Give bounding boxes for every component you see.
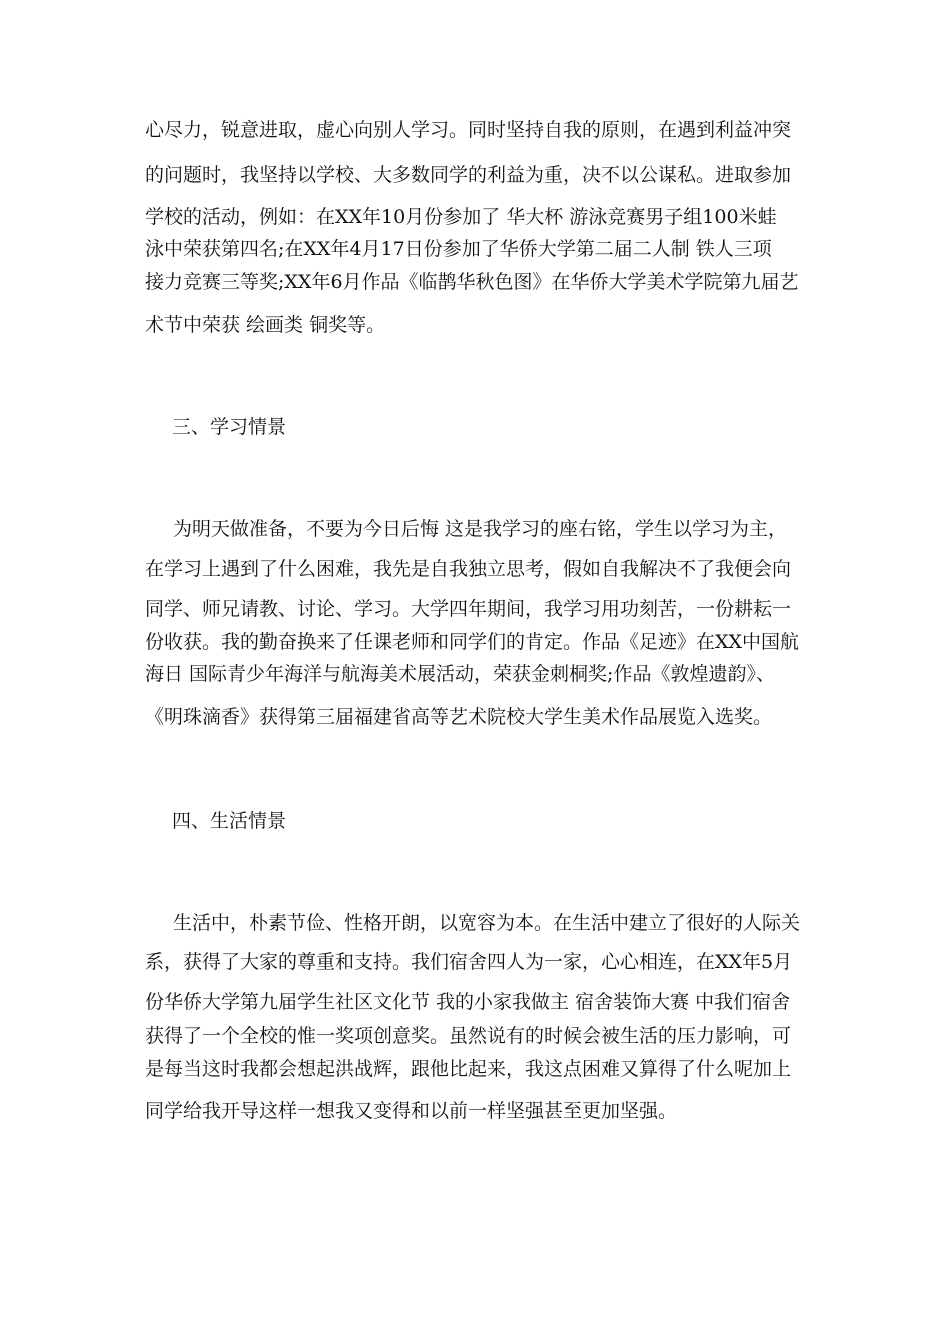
- section-heading-life: 四、生活情景: [172, 810, 287, 832]
- paragraph-study-line: 《明珠滴香》获得第三届福建省高等艺术院校大学生美术作品展览入选奖。: [145, 706, 773, 728]
- paragraph-intro-line: 接力竞赛三等奖;XX年6月作品《临鹊华秋色图》在华侨大学美术学院第九届艺: [145, 271, 799, 293]
- paragraph-study-line: 在学习上遇到了什么困难，我先是自我独立思考，假如自我解决不了我便会向: [145, 558, 792, 580]
- paragraph-intro-line: 心尽力，锐意进取，虚心向别人学习。同时坚持自我的原则，在遇到利益冲突: [145, 119, 792, 141]
- paragraph-study-line: 同学、师兄请教、讨论、学习。大学四年期间，我学习用功刻苦，一份耕耘一: [145, 598, 792, 620]
- section-heading-study: 三、学习情景: [172, 416, 287, 438]
- paragraph-life-line: 份华侨大学第九届学生社区文化节 我的小家我做主 宿舍装饰大赛 中我们宿舍: [145, 991, 791, 1013]
- paragraph-study-line: 为明天做准备，不要为今日后悔 这是我学习的座右铭，学生以学习为主，: [173, 518, 788, 540]
- paragraph-study-line: 海日 国际青少年海洋与航海美术展活动，荣获金刺桐奖;作品《敦煌遗韵》、: [145, 663, 775, 685]
- paragraph-life-line: 同学给我开导这样一想我又变得和以前一样坚强甚至更加坚强。: [145, 1100, 678, 1122]
- paragraph-life-line: 是每当这时我都会想起洪战辉，跟他比起来，我这点困难又算得了什么呢加上: [145, 1058, 792, 1080]
- paragraph-intro-line: 术节中荣获 绘画类 铜奖等。: [145, 314, 386, 336]
- paragraph-study-line: 份收获。我的勤奋换来了任课老师和同学们的肯定。作品《足迹》在XX中国航: [145, 631, 800, 653]
- paragraph-life-line: 系，获得了大家的尊重和支持。我们宿舍四人为一家，心心相连，在XX年5月: [145, 951, 793, 973]
- paragraph-life-line: 生活中，朴素节俭、性格开朗，以宽容为本。在生活中建立了很好的人际关: [173, 912, 801, 934]
- paragraph-life-line: 获得了一个全校的惟一奖项创意奖。虽然说有的时候会被生活的压力影响，可: [145, 1025, 792, 1047]
- paragraph-intro-line: 泳中荣获第四名;在XX年4月17日份参加了华侨大学第二届二人制 铁人三项: [145, 238, 772, 260]
- paragraph-intro-line: 的问题时，我坚持以学校、大多数同学的利益为重，决不以公谋私。进取参加: [145, 164, 792, 186]
- paragraph-intro-line: 学校的活动，例如：在XX年10月份参加了 华大杯 游泳竞赛男子组100米蛙: [145, 206, 777, 228]
